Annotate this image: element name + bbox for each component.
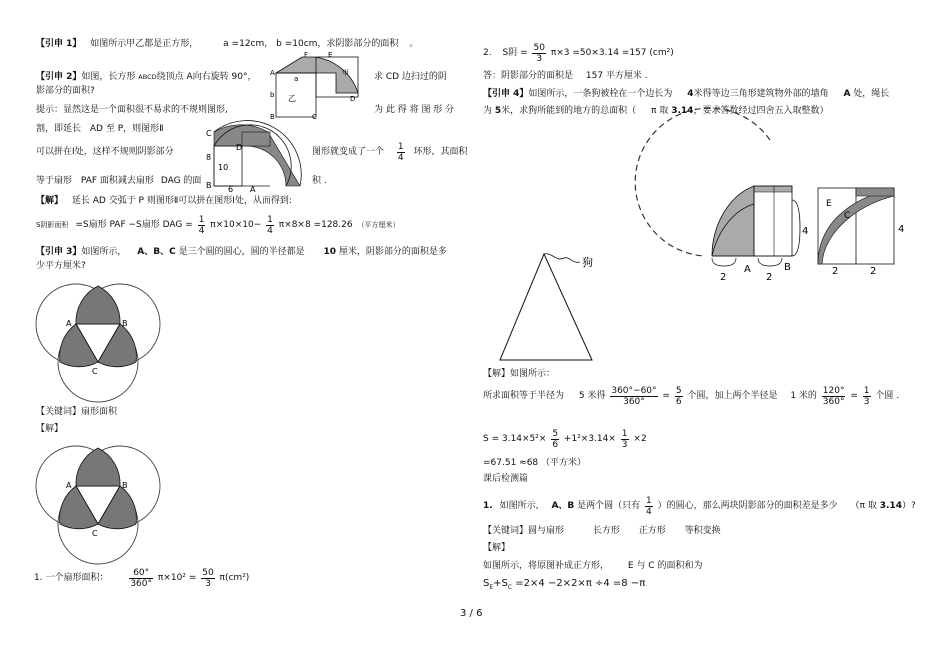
ex2-line5b xyxy=(312,142,468,163)
r-kw: 【关键词】圆与扇形 xyxy=(483,526,565,536)
ex3-s1-fd: 360° xyxy=(130,579,153,589)
ex3-l1d: 10 xyxy=(323,247,337,257)
r-q1c: A、B xyxy=(551,501,575,511)
ex3-step1 xyxy=(34,568,249,589)
r-l1a: 所求面积等于半径为 xyxy=(483,391,565,401)
r-ex4-l2f: 3.14 xyxy=(671,106,694,116)
r-f3 xyxy=(822,386,846,407)
ex2-eq-mid: π×10×10− xyxy=(210,220,262,230)
r-ex4-l1e: 处，绳长 xyxy=(853,89,890,99)
r-q1j: ）? xyxy=(901,501,916,511)
r-eq3-C: C xyxy=(507,584,513,591)
ex3-s-A: A xyxy=(66,481,72,490)
ex2-l3b: 为 此 得 将 图 形 分 xyxy=(374,105,455,115)
fig-t-C: C xyxy=(312,113,317,121)
ex1-a: a =12cm， xyxy=(223,39,274,49)
r-q1i: 3.14 xyxy=(879,501,902,511)
ex2-eq-frac2 xyxy=(266,215,274,236)
ex3-s1-gn: 50 xyxy=(202,568,214,578)
r-q1h: 取 xyxy=(867,501,877,511)
fig-t-b: b xyxy=(270,91,275,99)
r-eq3-S: S xyxy=(483,578,490,589)
ex2-line6 xyxy=(36,176,201,187)
fig-a-8: 8 xyxy=(206,153,212,162)
ex2-frac-den: 4 xyxy=(397,153,404,163)
ex2-sol: 延长 AD 交弧于 P 则图形Ⅱ可以拼在图形Ⅰ处，从而得到: xyxy=(71,196,292,206)
r-ans-v: 157 平方厘米 . xyxy=(585,71,648,81)
r-f1d: 360° xyxy=(623,397,645,407)
r-f4n: 1 xyxy=(863,386,870,396)
r-l3b: E 与 C 的面积和为 xyxy=(627,561,703,571)
ex2-figure-annulus xyxy=(204,128,304,194)
fig-t-yi: 乙 xyxy=(288,94,296,103)
r-l1c: 个圆，加上两个半径是 xyxy=(687,391,778,401)
r-dog-s-2a: 2 xyxy=(720,272,727,283)
ex2-sol-tag: 【解】 xyxy=(36,196,64,206)
ex2-l5b: 图形就变成了一个 xyxy=(312,147,385,157)
r-s2-fd: 3 xyxy=(536,54,543,64)
ex2-eq-f1n: 1 xyxy=(198,215,205,225)
r-dog-figure xyxy=(496,248,646,368)
ex1-tag: 【引申 1】 xyxy=(36,39,82,49)
ex1-b: b =10cm，求阴影部分的面积 xyxy=(276,39,399,49)
r-dog-s-A: A xyxy=(744,264,751,275)
ex2-eq-lhs: S阴影面积 xyxy=(36,221,69,229)
fig-a-6: 6 xyxy=(228,185,234,194)
r-f3n: 120° xyxy=(822,386,845,396)
r-S-fd: 6 xyxy=(552,440,559,450)
r-dog-s-4: 4 xyxy=(802,226,809,237)
ex3-l1b: A、B、C xyxy=(137,247,176,257)
r-q1f: （ xyxy=(850,501,860,511)
fig-t-F: F xyxy=(304,51,309,59)
ex2-eq-end: π×8×8 =128.26 xyxy=(278,220,353,230)
ex2-l1b: 绕顶点 xyxy=(156,72,184,82)
r-s2-end: π×3 =50×3.14 =157 (cm²) xyxy=(550,48,674,58)
ex3-s1-eq: = xyxy=(188,573,197,583)
ex3-l2: 少平方厘米? xyxy=(36,261,86,271)
r-q1b: 如图所示， xyxy=(499,501,545,511)
r-f1 xyxy=(610,386,657,407)
r-eq1: = xyxy=(662,391,670,401)
r-ans: 答：阴影部分的面积是 xyxy=(483,71,574,81)
ex3-s1-mid: π×10² xyxy=(157,573,186,583)
r-eq3 xyxy=(483,578,645,593)
ex2-line4 xyxy=(36,124,164,135)
ex2-l5a: 可以拼在Ⅰ处，这样不规则阴影部分 xyxy=(36,147,174,157)
ex1-line xyxy=(36,39,418,50)
ex2-solution xyxy=(36,196,292,207)
ex1-text: 如图所示甲乙都是正方形， xyxy=(90,39,199,49)
ex2-eq-f2d: 4 xyxy=(267,226,273,236)
ex3-s1-frac2 xyxy=(201,568,214,589)
ex3-l1e: 厘米，阴影部分的面积是多 xyxy=(338,247,447,257)
r-S-a: S = 3.14×5²× xyxy=(483,434,547,444)
r-ex4-l2e: 取 xyxy=(659,106,669,116)
ex3-kw: 【关键词】扇形面积 xyxy=(36,407,118,417)
r-l1e: 个圆 . xyxy=(875,391,900,401)
ex3-tag: 【引申 3】 xyxy=(36,247,82,257)
fig-t-B: B xyxy=(270,113,275,121)
fig-a-B: B xyxy=(206,181,212,190)
ex2-line1 xyxy=(36,72,257,83)
fig-a-A: A xyxy=(250,185,256,194)
ex3-q-A: A xyxy=(66,319,72,328)
r-eq3-E: E xyxy=(489,584,494,591)
r-kw3: 正方形 xyxy=(638,526,666,536)
r-kw-line xyxy=(483,526,721,537)
r-ex4-l1a: 如图所示，一条狗被栓在一个边长为 xyxy=(528,89,673,99)
fig-t-jia: 甲 xyxy=(342,69,349,77)
ex2-eq-eq2: = xyxy=(185,220,193,230)
r-line1 xyxy=(483,386,899,407)
r-S-fn: 5 xyxy=(552,429,559,439)
fig-t-a: a xyxy=(294,75,299,83)
ex3-s1-fn: 60° xyxy=(129,568,153,579)
r-ex4-line1 xyxy=(483,89,889,100)
r-dog-s-B: B xyxy=(784,262,791,273)
r-sol2: 【解】 xyxy=(483,543,511,553)
r-eq2: = xyxy=(850,391,858,401)
ex3-l1a: 如图所示， xyxy=(81,247,127,257)
r-ex4-tag: 【引申 4】 xyxy=(483,89,529,99)
r-ex4-l2d: π xyxy=(651,106,657,116)
r-S-eq xyxy=(483,429,647,450)
r-eq3-plus: +S xyxy=(493,578,508,589)
ex3-figure-question xyxy=(30,270,170,395)
r-answer xyxy=(483,71,648,82)
r-step2: 2. S阴 = $\frac{50}{3}$ π×3 =50×3.14 =157 (cm²) xyxy=(483,43,674,64)
ex2-l6b: PAF 面积减去扇形 xyxy=(80,176,154,186)
r-ex4-l1d: A xyxy=(843,89,851,99)
ex3-s1: 1. 一个扇形面积： xyxy=(34,573,109,583)
ex3-s1-frac xyxy=(129,568,153,589)
r-s2-fn: 50 xyxy=(533,43,545,53)
r-dog-label: 狗 xyxy=(582,256,593,269)
r-f1n: 360°−60° xyxy=(611,386,657,396)
r-s2-num: 2. xyxy=(483,48,492,58)
r-l1b: 5 米得 xyxy=(578,391,606,401)
r-sq-E: E xyxy=(826,199,832,209)
r-l3 xyxy=(483,561,702,572)
fig-t-E: E xyxy=(328,51,333,59)
ex2-l6a: 等于扇形 xyxy=(36,176,73,186)
fig-t-A: A xyxy=(270,69,275,77)
r-sq-2a: 2 xyxy=(832,266,839,277)
ex2-l4a: 割，即延长 xyxy=(36,124,82,134)
ex2-l6c: DAG 的面 xyxy=(160,176,202,186)
r-S-frac1 xyxy=(551,429,559,450)
ex2-figure-top xyxy=(268,53,368,119)
r-q1g: π xyxy=(859,501,865,511)
fig-a-C: C xyxy=(206,129,212,138)
ex2-l1a: 如图，长方形 xyxy=(81,72,136,82)
ex2-tag: 【引申 2】 xyxy=(36,72,82,82)
ex2-abcd: ABCD xyxy=(138,73,157,81)
r-ex4-l2b: 5 xyxy=(494,106,502,116)
ex2-eq-f1d: 4 xyxy=(198,226,205,236)
r-f2 xyxy=(675,386,683,407)
ex2-l1d: 求 CD 边扫过的阴 xyxy=(374,72,447,82)
r-f4 xyxy=(863,386,871,407)
r-sq-C: C xyxy=(844,211,851,221)
r-S-b: +1²×3.14× xyxy=(563,434,616,444)
ex2-eq-unit: （平方厘米） xyxy=(357,221,400,229)
r-ex4-l1c: 米得等边三角形建筑物外部的墙角 xyxy=(693,89,829,99)
r-ex4-l2g: ，要求答数经过四舍五入取整数） xyxy=(693,106,829,116)
r-after: 课后检测篇 xyxy=(483,474,529,484)
ex2-l2: 影部分的面积? xyxy=(36,86,95,96)
ex2-frac xyxy=(397,142,405,163)
fig-t-D: D xyxy=(350,95,356,103)
r-f2d: 6 xyxy=(675,397,682,407)
ex2-l3a: 提示：显然这是一个面积很不易求的不规则图形, xyxy=(36,105,228,115)
ex2-l1c: A向右旋转 90°， xyxy=(186,72,257,82)
r-kw2: 长方形 xyxy=(592,526,620,536)
r-s2-frac xyxy=(532,43,545,64)
r-kw4: 等积变换 xyxy=(684,526,721,536)
r-s2-S: S阴 xyxy=(502,48,518,58)
r-f4d: 3 xyxy=(863,397,870,407)
r-sq-4: 4 xyxy=(898,224,905,235)
r-q1a: 1. xyxy=(483,501,493,511)
ex2-frac-num: 1 xyxy=(397,142,404,152)
ex2-eq-minus: −S扇形 DAG xyxy=(128,220,183,230)
ex3-l1c: 是三个圆的圆心，圆的半径都是 xyxy=(178,247,305,257)
r-ex4-line2 xyxy=(483,106,828,117)
ex3-s1-gd: 3 xyxy=(205,579,211,589)
ex2-eq-eq1: =S扇形 PAF xyxy=(75,220,126,230)
ex3-s-B: B xyxy=(122,481,128,490)
r-S-gd: 3 xyxy=(621,440,628,450)
r-q1e: ）的圆心，那么两块阴影部分的面积差是多少 xyxy=(657,501,838,511)
r-q1d: 是两个圆（只有 xyxy=(577,501,641,511)
ex3-q-B: B xyxy=(122,319,128,328)
fig-a-10: 10 xyxy=(218,163,229,172)
r-l1d: 1 米的 xyxy=(790,391,817,401)
ex3-line1 xyxy=(36,247,447,258)
ex2-l4b: AD 至 P，则图形Ⅱ xyxy=(89,124,164,134)
r-f3d: 360° xyxy=(822,397,845,407)
ex2-eq-frac1 xyxy=(198,215,206,236)
ex2-eq-f2n: 1 xyxy=(267,215,273,225)
r-dog-s-2b: 2 xyxy=(766,272,773,283)
r-S-frac2 xyxy=(621,429,629,450)
r-sol: 【解】如图所示： xyxy=(483,369,556,379)
r-q1-fd: 4 xyxy=(646,507,652,517)
ex2-l5c: 环形，其面积 xyxy=(413,147,468,157)
r-S2: =67.51 ≈68 （平方米） xyxy=(483,458,587,468)
ex3-figure-solution xyxy=(30,432,170,560)
r-f2n: 5 xyxy=(675,386,682,396)
r-eq3-end: =2×4 −2×2×π ÷4 =8 −π xyxy=(515,578,646,589)
ex3-s-C: C xyxy=(92,529,98,538)
fig-a-D: D xyxy=(236,143,243,152)
ex1-end: 。 xyxy=(409,39,419,49)
page-number: 3 / 6 xyxy=(460,608,483,619)
r-ex4-l2a: 为 xyxy=(483,106,493,116)
r-S-c: ×2 xyxy=(633,434,647,444)
ex2-equation xyxy=(36,215,399,236)
r-ex4-l2c: 米，求狗所能到的地方的总面积（ xyxy=(501,106,637,116)
r-S-gn: 1 xyxy=(621,429,628,439)
r-q1-frac xyxy=(645,496,653,517)
ex3-s1-end: π(cm²) xyxy=(219,573,250,583)
r-l3a: 如图所示，将原图补成正方形， xyxy=(483,561,610,571)
ex2-l6d: 积 . xyxy=(312,176,327,186)
ex3-q-C: C xyxy=(92,367,98,376)
r-sq-2b: 2 xyxy=(870,266,877,277)
r-ex4-l1b: 4 xyxy=(687,89,694,99)
r-square-figure xyxy=(814,184,910,276)
r-q1 xyxy=(483,496,916,517)
r-q1-fn: 1 xyxy=(646,496,652,506)
ex3-sol: 【解】 xyxy=(36,424,64,434)
r-dog-solution-figure xyxy=(684,130,814,290)
